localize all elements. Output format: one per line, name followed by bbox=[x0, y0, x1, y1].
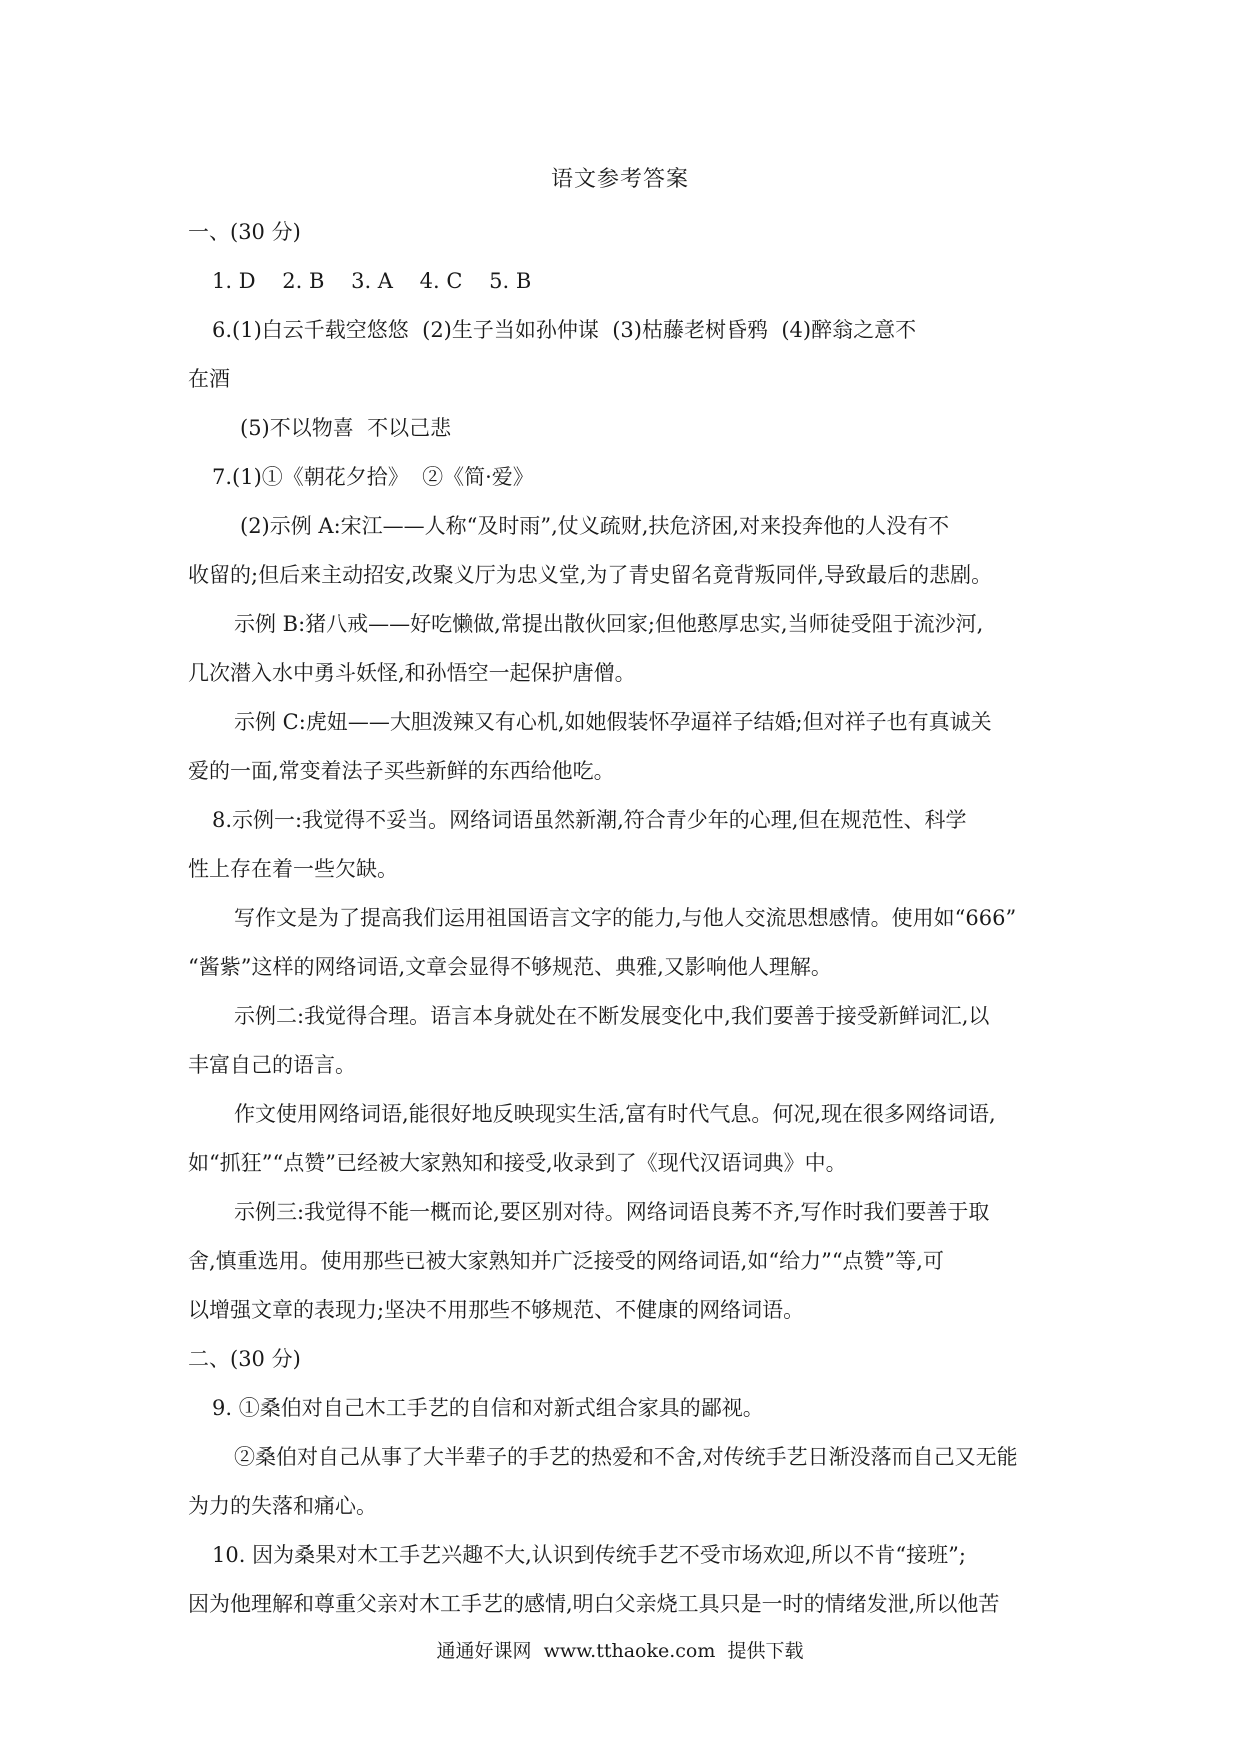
answer-line: 收留的;但后来主动招安,改聚义厅为忠义堂,为了青史留名竟背叛同伴,导致最后的悲剧。 bbox=[188, 563, 993, 587]
answer-line: 在酒 bbox=[188, 367, 230, 391]
answer-line: (5)不以物喜 不以己悲 bbox=[240, 416, 452, 440]
answer-line: 为力的失落和痛心。 bbox=[188, 1494, 377, 1518]
answer-line: 示例 B:猪八戒——好吃懒做,常提出散伙回家;但他憨厚忠实,当师徒受阻于流沙河, bbox=[234, 612, 984, 636]
answer-line: 如“抓狂”“点赞”已经被大家熟知和接受,收录到了《现代汉语词典》中。 bbox=[188, 1151, 847, 1175]
answer-line: “酱紫”这样的网络词语,文章会显得不够规范、典雅,又影响他人理解。 bbox=[188, 955, 832, 979]
answer-line: (2)示例 A:宋江——人称“及时雨”,仗义疏财,扶危济困,对来投奔他的人没有不 bbox=[240, 514, 950, 538]
answer-line: 示例 C:虎妞——大胆泼辣又有心机,如她假装怀孕逼祥子结婚;但对祥子也有真诚关 bbox=[234, 710, 992, 734]
answer-line: 示例二:我觉得合理。语言本身就处在不断发展变化中,我们要善于接受新鲜词汇,以 bbox=[234, 1004, 990, 1028]
answer-line: 7.(1)①《朝花夕拾》 ②《简·爱》 bbox=[212, 465, 534, 489]
answer-line: 几次潜入水中勇斗妖怪,和孙悟空一起保护唐僧。 bbox=[188, 661, 636, 685]
answer-line: 以增强文章的表现力;坚决不用那些不够规范、不健康的网络词语。 bbox=[188, 1298, 805, 1322]
answer-line: 9. ①桑伯对自己木工手艺的自信和对新式组合家具的鄙视。 bbox=[212, 1396, 764, 1420]
answer-line: ②桑伯对自己从事了大半辈子的手艺的热爱和不舍,对传统手艺日渐没落而自己又无能 bbox=[234, 1445, 1018, 1469]
answer-line: 作文使用网络词语,能很好地反映现实生活,富有时代气息。何况,现在很多网络词语, bbox=[234, 1102, 996, 1126]
answer-line: 1. D 2. B 3. A 4. C 5. B bbox=[212, 269, 532, 293]
answer-line: 10. 因为桑果对木工手艺兴趣不大,认识到传统手艺不受市场欢迎,所以不肯“接班”; bbox=[212, 1543, 966, 1567]
page-title: 语文参考答案 bbox=[550, 167, 689, 192]
answer-line: 性上存在着一些欠缺。 bbox=[188, 857, 398, 881]
answer-line: 8.示例一:我觉得不妥当。网络词语虽然新潮,符合青少年的心理,但在规范性、科学 bbox=[212, 808, 967, 832]
answer-line: 爱的一面,常变着法子买些新鲜的东西给他吃。 bbox=[188, 759, 615, 783]
answer-line: 写作文是为了提高我们运用祖国语言文字的能力,与他人交流思想感情。使用如“666” bbox=[234, 906, 1017, 930]
answer-line: 舍,慎重选用。使用那些已被大家熟知并广泛接受的网络词语,如“给力”“点赞”等,可 bbox=[188, 1249, 944, 1273]
answer-content bbox=[188, 208, 1064, 1629]
answer-line: 6.(1)白云千载空悠悠 (2)生子当如孙仲谋 (3)枯藤老树昏鸦 (4)醉翁之意不 bbox=[212, 318, 917, 342]
section-heading: 二、(30 分) bbox=[188, 1347, 301, 1371]
answer-line: 因为他理解和尊重父亲对木工手艺的感情,明白父亲烧工具只是一时的情绪发泄,所以他苦 bbox=[188, 1592, 1000, 1616]
page-footer: 通通好课网 www.tthaoke.com 提供下载 bbox=[436, 1640, 804, 1662]
section-heading: 一、(30 分) bbox=[188, 220, 301, 244]
answer-line: 丰富自己的语言。 bbox=[188, 1053, 356, 1077]
answer-line: 示例三:我觉得不能一概而论,要区别对待。网络词语良莠不齐,写作时我们要善于取 bbox=[234, 1200, 990, 1224]
